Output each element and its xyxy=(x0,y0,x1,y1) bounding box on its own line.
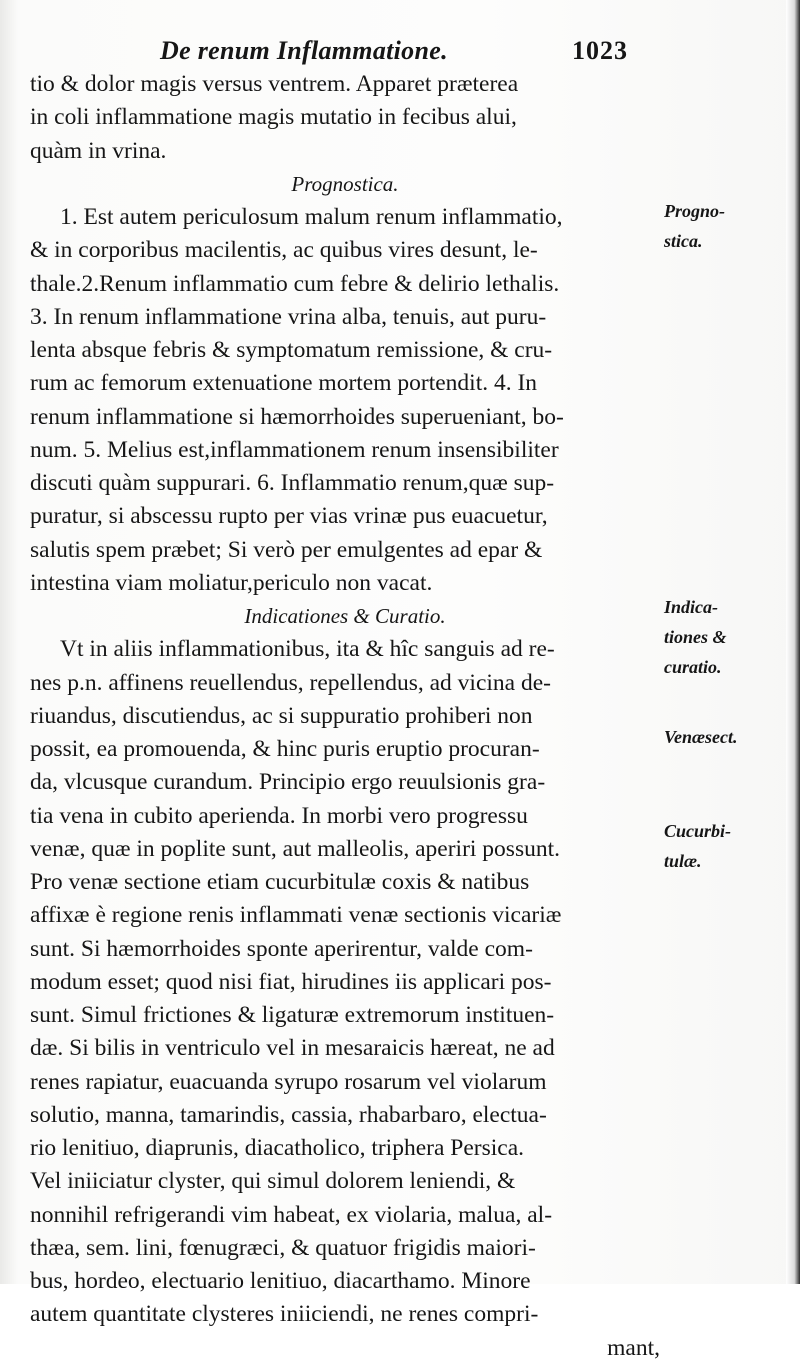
margin-note-line: curatio. xyxy=(664,657,722,677)
text-line: riuandus, discutiendus, ac si suppuratio prohiberi non xyxy=(30,702,533,729)
body-text xyxy=(30,68,660,1365)
text-line: discuti quàm suppurari. 6. Inflammatio renum,quæ sup- xyxy=(30,470,555,496)
text-line: solutio, manna, tamarindis, cassia, rhabarbaro, electua- xyxy=(30,1101,547,1128)
margin-note-line: stica. xyxy=(664,231,703,251)
text-line: Vel iniiciatur clyster, qui simul dolorem leniendi, & xyxy=(30,1168,516,1195)
text-line: possit, ea promouenda, & hinc puris eruptio procuran- xyxy=(30,736,540,762)
section-heading: Indicationes & Curatio. xyxy=(244,604,446,628)
text-line: thæa, sem. lini, fœnugræci, & quatuor frigidis maiori- xyxy=(30,1234,536,1261)
margin-note-line: Progno- xyxy=(664,201,726,221)
margin-note-line: Indica- xyxy=(664,597,718,617)
section-heading: Prognostica. xyxy=(291,171,399,196)
text-line: nonnihil refrigerandi vim habeat, ex violaria, malua, al- xyxy=(30,1201,553,1228)
margin-note-line: tulæ. xyxy=(664,851,702,871)
text-line: da, vlcusque curandum. Principio ergo reuulsionis gra- xyxy=(30,769,546,796)
margin-note-indicationes xyxy=(664,592,784,682)
text-line: rio lenitiuo, diaprunis, diacatholico, triphera Persica. xyxy=(30,1135,525,1161)
text-line: & in corporibus macilentis, ac quibus vires desunt, le- xyxy=(30,237,538,264)
text-line: lenta absque febris & symptomatum remissione, & cru- xyxy=(30,337,553,363)
text-line: Pro venæ sectione etiam cucurbitulæ coxis & natibus xyxy=(30,869,530,895)
page-edge-shadow xyxy=(786,0,800,1284)
text-line: renes rapiatur, euacuanda syrupo rosarum vel violarum xyxy=(30,1068,547,1095)
text-line: puratur, si abscessu rupto per vias vrinæ pus euacuetur, xyxy=(30,503,548,530)
margin-note-line: Cucurbi- xyxy=(664,821,732,841)
margin-note-venaesectio xyxy=(664,722,784,752)
text-line: 3. In renum inflammatione vrina alba, tenuis, aut puru- xyxy=(30,303,547,330)
text-line: nes p.n. affinens reuellendus, repellendus, ad vicina de- xyxy=(30,669,551,696)
text-line: tio & dolor magis versus ventrem. Apparet præterea xyxy=(30,71,519,97)
text-line: renum inflammatione si hæmorrhoides superueniant, bo- xyxy=(30,403,564,430)
margin-notes xyxy=(664,0,784,1284)
text-line: affixæ è regione renis inflammati venæ sectionis vicariæ xyxy=(30,902,562,929)
text-line: mant, xyxy=(607,1334,660,1361)
text-line: autem quantitate clysteres iniiciendi, ne renes compri- xyxy=(30,1301,539,1328)
text-line: Vt in aliis inflammationibus, ita & hîc sanguis ad re- xyxy=(60,636,555,663)
text-line: tia vena in cubito aperienda. In morbi vero progressu xyxy=(30,802,528,829)
margin-note-prognostica xyxy=(664,196,784,256)
text-line: modum esset; quod nisi fiat, hirudines iis applicari pos- xyxy=(30,968,552,995)
text-line: in coli inflammatione magis mutatio in fecibus alui, xyxy=(30,104,517,131)
text-line: venæ, quæ in poplite sunt, aut malleolis, aperiri possunt. xyxy=(30,835,561,862)
text-line: sunt. Simul frictiones & ligaturæ extremorum instituen- xyxy=(30,1002,555,1028)
text-line: intestina viam moliatur,periculo non vacat. xyxy=(30,569,433,596)
text-line: quàm in vrina. xyxy=(30,137,167,164)
running-title: De renum Inflammatione. xyxy=(160,36,448,65)
text-line: rum ac femorum extenuatione mortem portendit. 4. In xyxy=(30,370,538,397)
text-line: num. 5. Melius est,inflammationem renum insensibiliter xyxy=(30,436,559,463)
text-line: bus, hordeo, electuario lenitiuo, diacarthamo. Minore xyxy=(30,1268,531,1294)
text-line: sunt. Si hæmorrhoides sponte aperirentur, valde com- xyxy=(30,935,533,962)
text-line: dæ. Si bilis in ventriculo vel in mesaraicis hæreat, ne ad xyxy=(30,1035,555,1062)
text-line: salutis spem præbet; Si verò per emulgentes ad epar & xyxy=(30,536,543,563)
page-number: 1023 xyxy=(572,36,628,65)
margin-note-line: Venæsect. xyxy=(664,727,738,747)
text-line: thale.2.Renum inflammatio cum febre & delirio lethalis. xyxy=(30,270,560,297)
text-line: 1. Est autem periculosum malum renum inflammatio, xyxy=(60,204,563,230)
margin-note-line: tiones & xyxy=(664,627,727,647)
margin-note-cucurbitulae xyxy=(664,816,784,876)
